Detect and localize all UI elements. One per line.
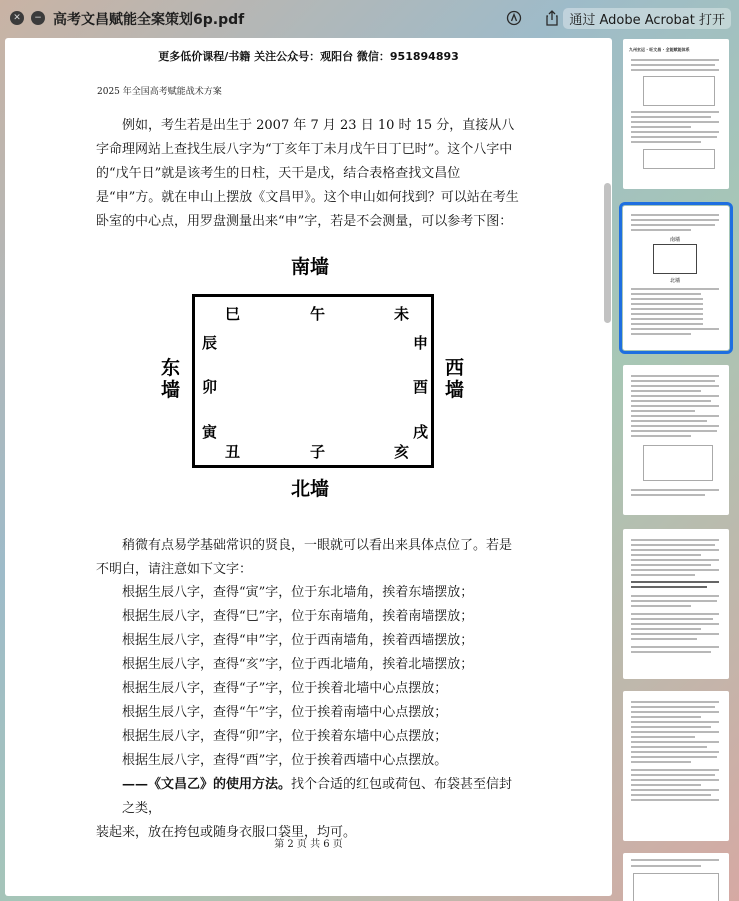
thumbnail-page-4[interactable] xyxy=(623,529,729,679)
close-icon[interactable]: ✕ xyxy=(10,11,24,25)
branch-wu: 午 xyxy=(310,305,326,323)
placement-list xyxy=(96,581,524,845)
south-wall-label: 南墙 xyxy=(291,256,330,278)
doc-subtitle: 2025 年全国高考赋能战术方案 xyxy=(97,87,222,97)
branch-mao: 卯 xyxy=(202,378,218,396)
markup-icon[interactable] xyxy=(503,8,525,28)
thumbnail-page-2[interactable] xyxy=(623,206,729,350)
list-item: 根据生辰八字，查得“子”字，位于挨着北墙中心点摆放； xyxy=(122,681,448,696)
list-item: 根据生辰八字，查得“巳”字，位于东南墙角，挨着南墙摆放； xyxy=(122,609,474,624)
page-footer: 第 2 页 共 6 页 xyxy=(274,839,343,850)
share-icon[interactable] xyxy=(541,8,563,28)
branch-you: 酉 xyxy=(413,378,429,396)
branch-shen: 申 xyxy=(413,334,429,352)
list-item: 根据生辰八字，查得“寅”字，位于东北墙角，挨着东墙摆放； xyxy=(122,585,474,600)
pdf-page xyxy=(5,38,612,896)
paragraph-1: 例如，考生若是出生于 2007 年 7 月 23 日 10 时 15 分，直接从八字命理网站上查找生辰八字为“丁亥年丁未月戊午日丁巳时”。这个八字中的“戊午日”就是该考生的日柱，天干是戊，结合表格查找文昌位是“申”方。就在申山上摆放《文昌甲》。这个申山如何找到？可以站在考生卧室的中心点，用罗盘测量出来“申”字，若是不会测量，可以参考下图： xyxy=(96,118,519,229)
list-item: 根据生辰八字，查得“申”字，位于西南墙角，挨着西墙摆放； xyxy=(122,633,474,648)
paragraph-2: 稍微有点易学基础常识的贤良，一眼就可以看出来具体点位了。若是不明白，请注意如下文字： xyxy=(96,538,513,577)
title-bar xyxy=(0,0,739,36)
branch-yin: 寅 xyxy=(202,423,218,441)
wall-diagram xyxy=(155,256,475,516)
minimize-icon[interactable]: − xyxy=(31,11,45,25)
branch-chou: 丑 xyxy=(225,443,241,461)
thumbnail-page-3[interactable] xyxy=(623,365,729,515)
north-wall-label: 北墙 xyxy=(291,478,330,500)
usage-rest: 找个合适的红包或荷包、布袋甚至信封之类， xyxy=(122,777,513,816)
list-item: 根据生辰八字，查得“午”字，位于挨着南墙中心点摆放； xyxy=(122,705,448,720)
page-header: 更多低价课程/书籍 关注公众号：观阳台 微信：951894893 xyxy=(158,50,459,63)
page-scrollbar[interactable] xyxy=(604,183,611,323)
branch-hai: 亥 xyxy=(394,443,410,461)
usage-line-2: 装起来，放在挎包或随身衣服口袋里，均可。 xyxy=(96,825,357,840)
branch-xu: 戌 xyxy=(413,423,429,441)
usage-line xyxy=(96,773,524,821)
branch-si: 巳 xyxy=(225,305,241,323)
thumbnail-page-5[interactable] xyxy=(623,691,729,841)
list-item: 根据生辰八字，查得“亥”字，位于西北墙角，挨着北墙摆放； xyxy=(122,657,474,672)
east-wall-label: 东墙 xyxy=(161,357,181,401)
open-in-acrobat-button[interactable]: 通过 Adobe Acrobat 打开 xyxy=(563,8,731,29)
thumb-title: 九州玄运 · 旺文昌 · 全能赋能体系 xyxy=(629,47,690,52)
window-title: 高考文昌赋能全案策划6p.pdf xyxy=(53,12,245,28)
branch-chen: 辰 xyxy=(202,334,218,352)
thumb-south: 南墙 xyxy=(670,237,681,243)
thumb-north: 北墙 xyxy=(670,278,681,284)
list-item: 根据生辰八字，查得“卯”字，位于挨着东墙中心点摆放； xyxy=(122,729,448,744)
branch-zi: 子 xyxy=(310,443,326,461)
usage-lead: ——《文昌乙》的使用方法。 xyxy=(122,777,292,792)
branch-wei: 未 xyxy=(394,305,410,323)
west-wall-label: 西墙 xyxy=(445,357,465,401)
list-item: 根据生辰八字，查得“酉”字，位于挨着西墙中心点摆放。 xyxy=(122,753,448,768)
thumbnail-page-1[interactable] xyxy=(623,39,729,189)
thumbnail-sidebar xyxy=(614,36,739,901)
thumbnail-page-6[interactable] xyxy=(623,853,729,901)
